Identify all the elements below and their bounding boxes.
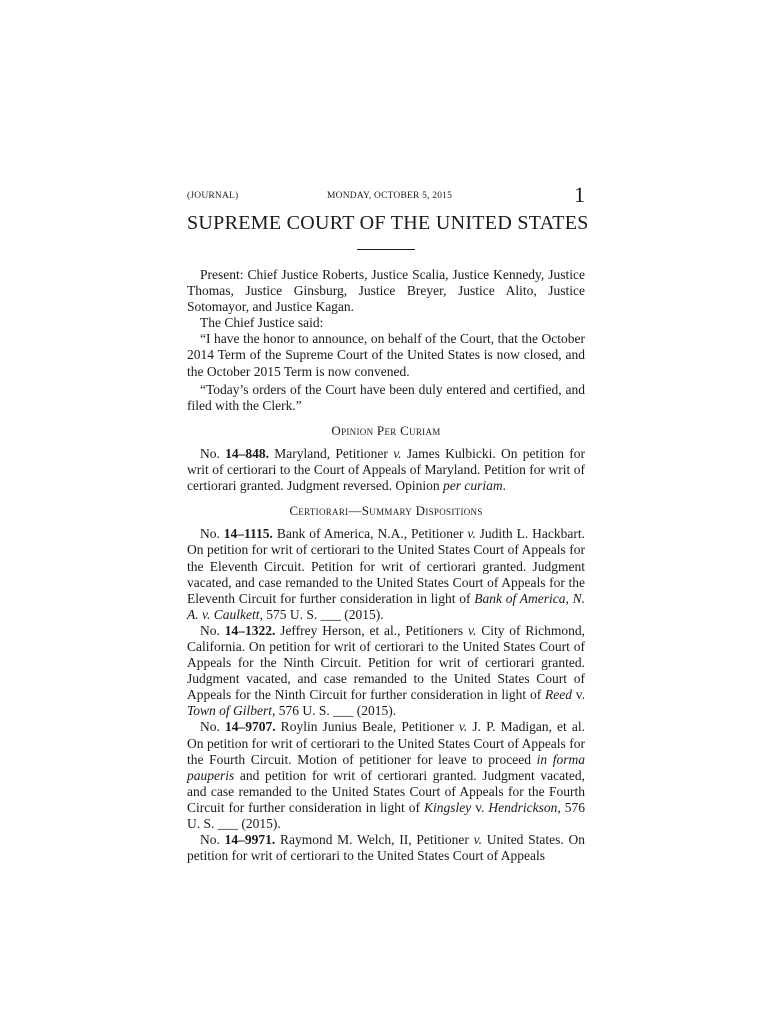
header-journal-label: (JOURNAL) — [187, 191, 239, 201]
case-14-9971: No. 14–9971. Raymond M. Welch, II, Petitioner v. United States. On petition for writ of certiorari to the United States Court of Appeals — [187, 832, 586, 864]
announcement-paragraph: “I have the honor to announce, on behalf of the Court, that the October 2014 Term of the Supreme Court of the United States is now closed, and the October 2015 Term is now convened. — [187, 331, 585, 379]
case-number: 14–1115. — [223, 526, 273, 542]
case-14-1115: No. 14–1115. Bank of America, N.A., Petitioner v. Judith L. Hackbart. On petition for writ of certiorari to the United States Court of Appeals for the Eleventh Circuit. Petition for writ of certiorari granted. Judgment vacated, and case remanded to the United States Court of Appeals for the Eleventh Circuit for further consideration in light of Bank of America, N. A. v. Caulkett, 575 U. S. ___ (2015). — [187, 526, 585, 622]
page-header — [187, 183, 585, 207]
journal-body — [187, 267, 585, 864]
opinion-per-curiam-heading: Opinion Per Curiam — [331, 422, 441, 438]
present-paragraph: Present: Chief Justice Roberts, Justice Scalia, Justice Kennedy, Justice Thomas, Justice Ginsburg, Justice Breyer, Justice Alito, Justice Sotomayor, and Justice Kagan. — [187, 267, 585, 315]
case-number: 14–848. — [225, 445, 270, 461]
title-rule — [357, 249, 415, 250]
journal-page — [187, 182, 589, 864]
case-14-1322: No. 14–1322. Jeffrey Herson, et al., Petitioners v. City of Richmond, California. On petition for writ of certiorari to the United States Court of Appeals for the Ninth Circuit. Petition for writ of certiorari granted. Judgment vacated, and case remanded to the United States Court of Appeals for the Ninth Circuit for further consideration in light of Reed v. Town of Gilbert, 576 U. S. ___ (2015). — [187, 622, 586, 719]
header-date: MONDAY, OCTOBER 5, 2015 — [327, 191, 453, 201]
case-number: 14–9971. — [224, 832, 276, 848]
case-14-9707: No. 14–9707. Roylin Junius Beale, Petitioner v. J. P. Madigan, et al. On petition for writ of certiorari to the United States Court of Appeals for the Fourth Circuit. Motion of petitioner for leave to proceed in forma pauperis and petition for writ of certiorari granted. Judgment vacated, and case remanded to the United States Court of Appeals for the Fourth Circuit for further consideration in light of Kingsley v. Hendrickson, 576 U. S. ___ (2015). — [187, 719, 585, 831]
case-number: 14–1322. — [224, 622, 276, 638]
page-title: SUPREME COURT OF THE UNITED STATES — [187, 212, 589, 234]
case-14-848: No. 14–848. Maryland, Petitioner v. James Kulbicki. On petition for writ of certiorari to the Court of Appeals of Maryland. Petition for writ of certiorari granted. Judgment reversed. Opinion per curiam. — [187, 445, 585, 494]
page-number: 1 — [574, 182, 585, 207]
case-number: 14–9707. — [224, 719, 276, 735]
certiorari-summary-dispositions-heading: Certiorari—Summary Dispositions — [289, 503, 483, 519]
orders-paragraph: “Today’s orders of the Court have been duly entered and certified, and filed with the Clerk.” — [187, 381, 585, 413]
chief-justice-said: The Chief Justice said: — [200, 315, 324, 331]
